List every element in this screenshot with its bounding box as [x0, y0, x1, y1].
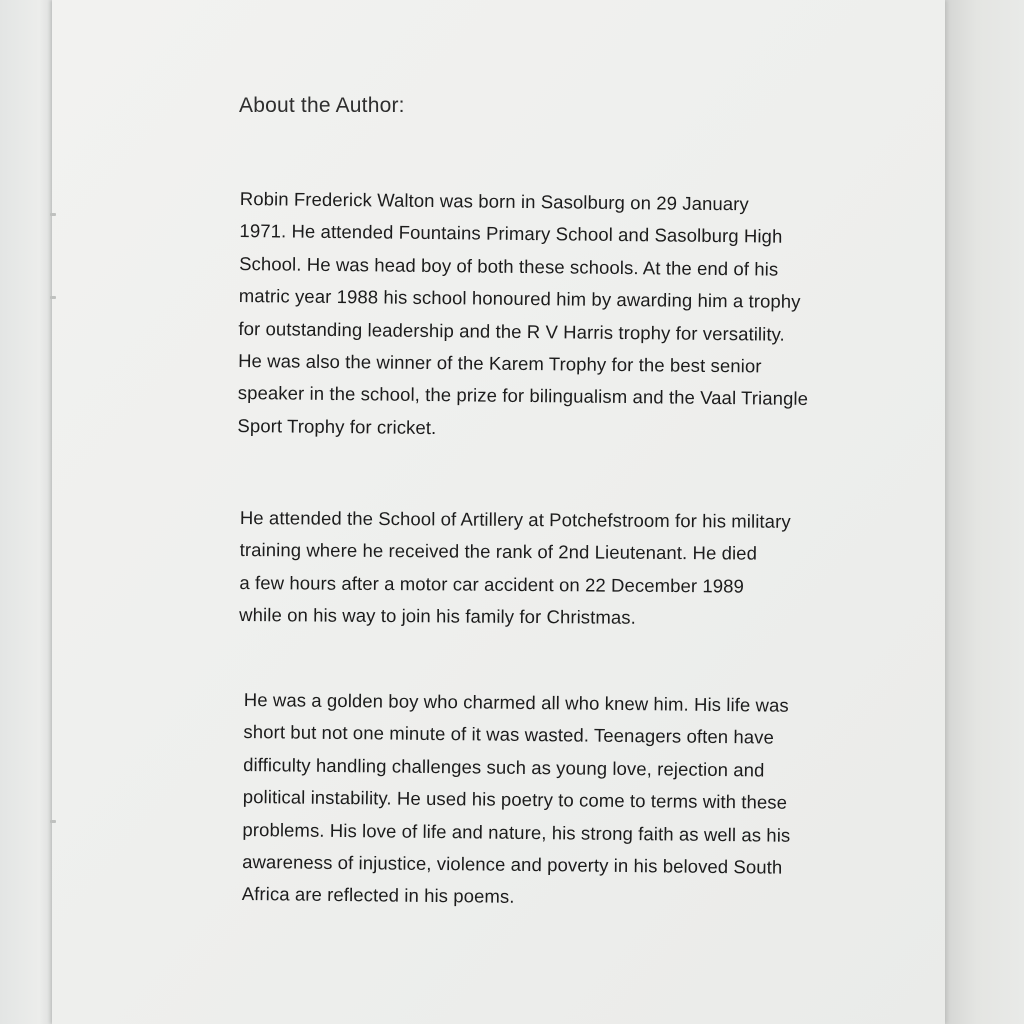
text-line: School. He was head boy of both these schools. At the end of his — [239, 252, 779, 280]
text-line: problems. His love of life and nature, his strong faith as well as his — [242, 818, 791, 846]
text-line: Robin Frederick Walton was born in Sasolburg on 29 January — [239, 187, 749, 215]
binding-staple — [50, 296, 56, 299]
text-line: Sport Trophy for cricket. — [237, 414, 437, 438]
military-paragraph — [239, 502, 791, 635]
text-line: a few hours after a motor car accident on 22 December 1989 — [239, 571, 745, 597]
text-line: difficulty handling challenges such as young love, rejection and — [243, 753, 765, 781]
text-line: He attended the School of Artillery at Potchefstroom for his military — [239, 506, 791, 532]
previous-page-edge — [0, 0, 56, 1024]
tribute-paragraph — [242, 684, 792, 917]
text-line: 1971. He attended Fountains Primary School and Sasolburg High — [239, 220, 783, 248]
text-line: He was a golden boy who charmed all who knew him. His life was — [243, 688, 789, 716]
binding-staple — [50, 213, 56, 216]
binding-staple — [50, 820, 56, 823]
page-title: About the Author: — [239, 94, 405, 117]
text-line: awareness of injustice, violence and poverty in his beloved South — [242, 851, 783, 878]
text-line: speaker in the school, the prize for bilingualism and the Vaal Triangle — [237, 382, 809, 410]
biography-paragraph — [237, 183, 810, 448]
text-line: political instability. He used his poetry to come to terms with these — [242, 786, 788, 813]
text-line: short but not one minute of it was wasted. Teenagers often have — [243, 721, 775, 748]
text-line: matric year 1988 his school honoured him by awarding him a trophy — [238, 285, 801, 313]
text-line: for outstanding leadership and the R V Harris trophy for versatility. — [238, 317, 785, 345]
background-surface — [945, 0, 1024, 1024]
text-line: He was also the winner of the Karem Trophy for the best senior — [238, 350, 762, 377]
text-line: Africa are reflected in his poems. — [241, 883, 515, 908]
text-line: while on his way to join his family for Christmas. — [239, 604, 636, 628]
text-line: training where he received the rank of 2nd Lieutenant. He died — [239, 539, 758, 565]
